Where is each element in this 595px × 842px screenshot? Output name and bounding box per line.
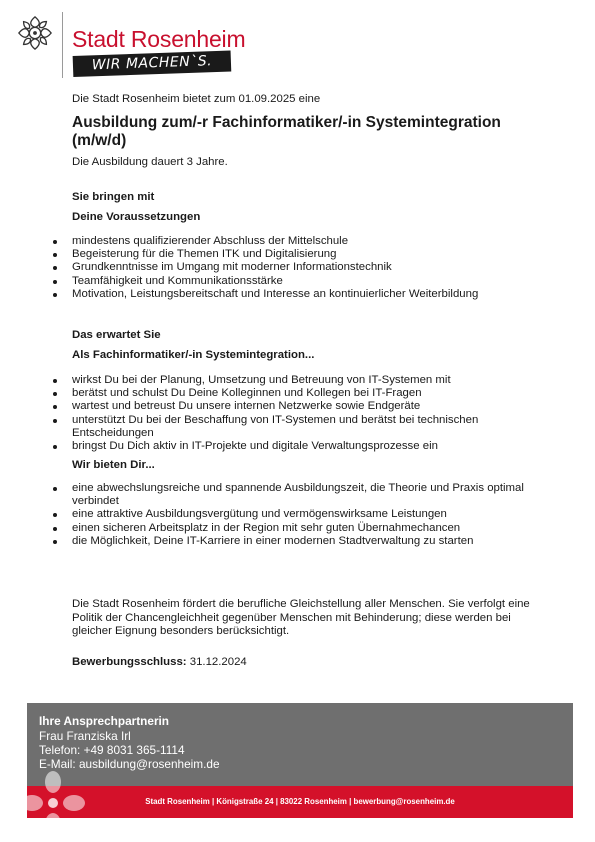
requirements-subheading: Deine Voraussetzungen — [72, 211, 201, 223]
contact-box — [27, 703, 573, 786]
contact-heading: Ihre Ansprechpartnerin — [39, 714, 170, 728]
equality-statement: Die Stadt Rosenheim fördert die berufliche Gleichstellung aller Menschen. Sie verfolgt eine Politik der Chancengleichheit gegenüber Menschen mit Behinderung; diese werden bei gleicher Eignung besonders berücksichtigt. — [72, 598, 530, 638]
list-item: unterstützt Du bei der Beschaffung von IT-Systemen und berätst bei technischen Entscheidungen — [72, 414, 542, 440]
footer-address: Stadt Rosenheim | Königstraße 24 | 83022 Rosenheim | bewerbung@rosenheim.de — [145, 796, 455, 806]
deadline-label: Bewerbungsschluss: — [72, 656, 187, 668]
job-title: Ausbildung zum/-r Fachinformatiker/-in Systemintegration (m/w/d) — [72, 114, 501, 149]
list-item: einen sicheren Arbeitsplatz in der Region mit sehr guten Übernahmechancen — [72, 522, 542, 535]
list-item: Grundkenntnisse im Umgang mit moderner Informationstechnik — [72, 261, 542, 274]
list-item: eine attraktive Ausbildungsvergütung und vermögenswirksame Leistungen — [72, 508, 542, 521]
intro-text: Die Stadt Rosenheim bietet zum 01.09.2025 eine — [72, 93, 321, 105]
requirements-list — [72, 235, 542, 301]
contact-email[interactable]: E-Mail: ausbildung@rosenheim.de — [39, 757, 220, 771]
expectations-list — [72, 374, 542, 453]
list-item: wirkst Du bei der Planung, Umsetzung und Betreuung von IT-Systemen mit — [72, 374, 542, 387]
list-item: berätst und schulst Du Deine Kolleginnen und Kollegen bei IT-Fragen — [72, 387, 542, 400]
offers-list — [72, 482, 542, 548]
footer-bar — [27, 786, 573, 818]
list-item: bringst Du Dich aktiv in IT-Projekte und digitale Verwaltungsprozesse ein — [72, 440, 542, 453]
expectations-subheading: Als Fachinformatiker/-in Systemintegration... — [72, 349, 315, 361]
list-item: Teamfähigkeit und Kommunikationsstärke — [72, 275, 542, 288]
expectations-heading: Das erwartet Sie — [72, 329, 161, 341]
duration-text: Die Ausbildung dauert 3 Jahre. — [72, 156, 228, 168]
offers-heading: Wir bieten Dir... — [72, 459, 155, 471]
contact-phone[interactable]: Telefon: +49 8031 365-1114 — [39, 743, 185, 757]
list-item: Motivation, Leistungsbereitschaft und Interesse an kontinuierlicher Weiterbildung — [72, 288, 542, 301]
requirements-heading: Sie bringen mit — [72, 191, 155, 203]
deadline-date: 31.12.2024 — [189, 656, 247, 668]
list-item: wartest und betreust Du unsere internen Netzwerke sowie Endgeräte — [72, 400, 542, 413]
contact-name: Frau Franziska Irl — [39, 729, 131, 743]
logo-divider — [62, 12, 63, 78]
list-item: Begeisterung für die Themen ITK und Digitalisierung — [72, 248, 542, 261]
list-item: die Möglichkeit, Deine IT-Karriere in einer modernen Stadtverwaltung zu starten — [72, 535, 542, 548]
list-item: eine abwechslungsreiche und spannende Ausbildungszeit, die Theorie und Praxis optimal verbindet — [72, 482, 542, 508]
rose-watermark-icon — [18, 768, 88, 838]
rose-emblem-icon — [16, 14, 54, 52]
application-deadline — [72, 656, 247, 668]
list-item: mindestens qualifizierender Abschluss der Mittelschule — [72, 235, 542, 248]
logo-slogan: WIR MACHEN`S. — [73, 50, 232, 77]
logo-wordmark: Stadt Rosenheim — [72, 26, 246, 52]
